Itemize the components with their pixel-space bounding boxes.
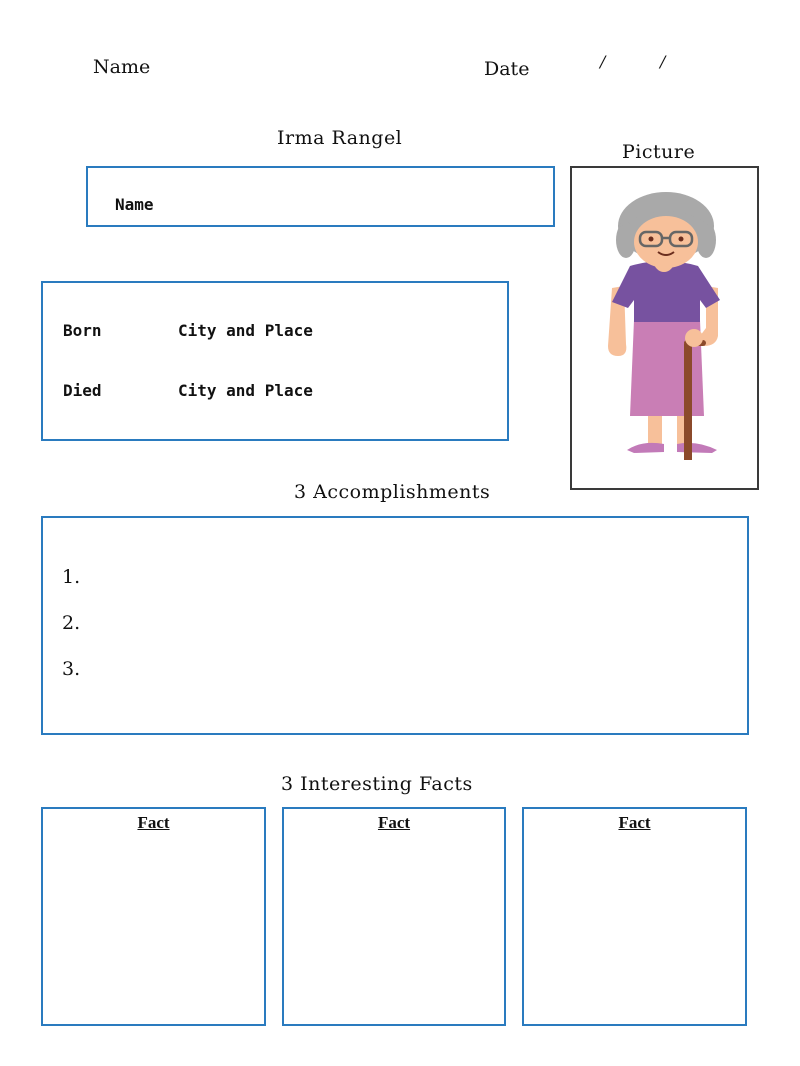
facts-title: 3 Interesting Facts [281, 773, 473, 795]
accomplishment-item-3: 3. [62, 658, 81, 680]
died-value: City and Place [178, 381, 313, 400]
elderly-woman-illustration [572, 168, 757, 488]
born-label: Born [63, 321, 102, 340]
fact-heading-3: Fact [618, 813, 651, 832]
died-label: Died [63, 381, 102, 400]
born-value: City and Place [178, 321, 313, 340]
name-box[interactable] [86, 166, 555, 227]
name-field-label: Name [115, 195, 154, 214]
accomplishments-box[interactable] [41, 516, 749, 735]
fact-box-3[interactable] [522, 807, 747, 1026]
fact-heading-2: Fact [377, 813, 411, 832]
date-label: Date [484, 58, 530, 80]
accomplishments-title: 3 Accomplishments [294, 481, 491, 503]
born-died-box[interactable] [41, 281, 509, 441]
picture-label: Picture [622, 141, 696, 163]
person-title: Irma Rangel [277, 127, 403, 149]
accomplishment-item-2: 2. [62, 612, 81, 634]
fact-box-1[interactable] [41, 807, 266, 1026]
name-label: Name [93, 56, 151, 78]
picture-frame [570, 166, 759, 490]
fact-box-2[interactable] [282, 807, 506, 1026]
accomplishment-item-1: 1. [62, 566, 81, 588]
date-separator-1: / [600, 52, 606, 71]
date-separator-2: / [660, 52, 666, 71]
fact-heading-1: Fact [137, 813, 170, 832]
